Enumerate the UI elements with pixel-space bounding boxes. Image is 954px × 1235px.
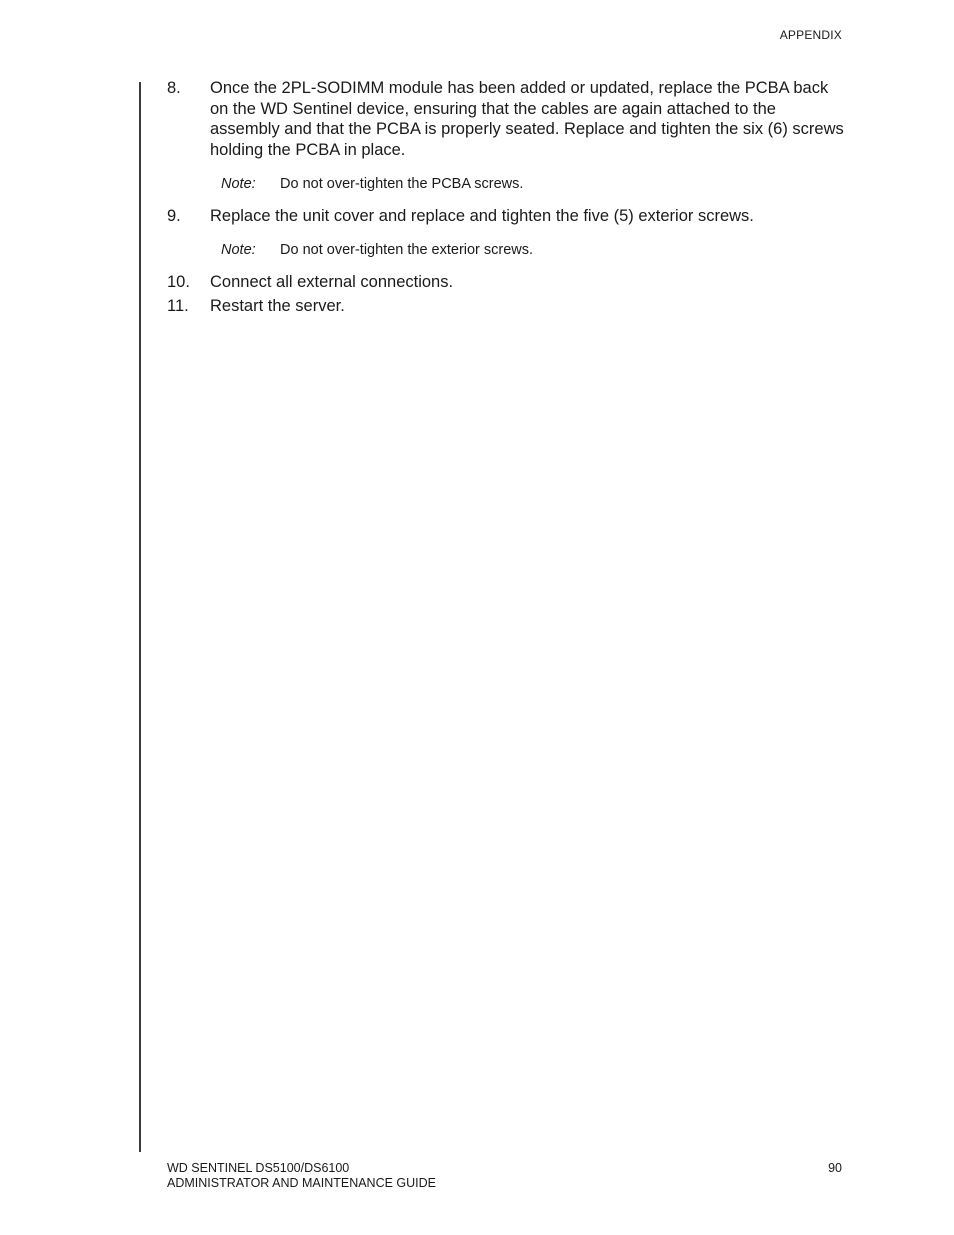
step-text: Connect all external connections.: [210, 272, 454, 291]
change-bar-rule: [139, 82, 141, 1152]
note-text: Do not over-tighten the PCBA screws.: [280, 176, 524, 192]
step-number: 8.: [167, 79, 181, 97]
page-content: [167, 78, 847, 317]
footer-product-name: WD SENTINEL DS5100/DS6100: [167, 1161, 350, 1175]
footer-guide-title: ADMINISTRATOR AND MAINTENANCE GUIDE: [167, 1176, 437, 1190]
running-footer: [167, 1161, 436, 1191]
note-exterior-screws: [221, 241, 847, 259]
page-number: 90: [828, 1161, 842, 1175]
note-text: Do not over-tighten the exterior screws.: [280, 241, 534, 258]
list-item-step-10: [167, 272, 847, 293]
note-label: Note:: [221, 176, 256, 192]
step-text: Replace the unit cover and replace and tighten the five (5) exterior screws.: [210, 207, 754, 225]
step-number: 10.: [167, 272, 190, 291]
step-text: Restart the server.: [210, 297, 345, 315]
step-number: 9.: [167, 207, 181, 225]
list-item-step-11: [167, 296, 847, 317]
note-pcba-screws: [221, 175, 847, 193]
step-number: 11.: [167, 297, 189, 315]
note-label: Note:: [221, 241, 256, 258]
step-text: Once the 2PL-SODIMM module has been added or updated, replace the PCBA back on the WD Sentinel device, ensuring that the cables are again attached to the assembly and that the PCBA is properly seated. Replace and tighten the six (6) screws holding the PCBA in place.: [210, 79, 844, 159]
running-header-section: APPENDIX: [779, 28, 842, 42]
list-item-step-9: [167, 206, 847, 227]
list-item-step-8: [167, 78, 847, 160]
